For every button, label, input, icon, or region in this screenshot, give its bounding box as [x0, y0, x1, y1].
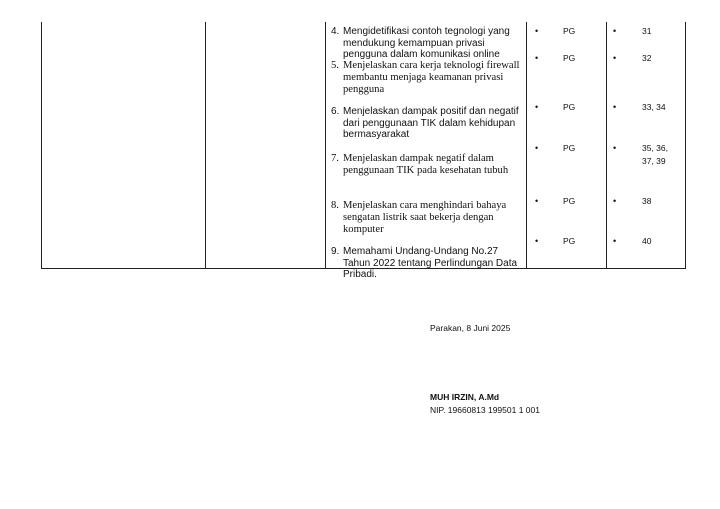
signatory-name: MUH IRZIN, A.Md — [430, 392, 500, 402]
column-divider — [205, 22, 206, 269]
signatory-nip: NIP. 19660813 199501 1 001 — [430, 405, 540, 415]
table-border-left — [41, 22, 42, 269]
column-divider — [606, 22, 607, 269]
question-number: 35, 36, 37, 39 — [642, 143, 668, 166]
objective-number: 9. — [331, 246, 340, 257]
bullet-icon: • — [613, 236, 617, 246]
bullet-icon: • — [535, 236, 539, 246]
question-form: PG — [563, 102, 576, 112]
question-form: PG — [563, 53, 576, 63]
objective-text: Mengidetifikasi contoh tegnologi yang mendukung kemampuan privasi pengguna dalam komunikasi online — [343, 26, 510, 61]
table-border-right — [685, 22, 686, 269]
objective-number: 7. — [331, 153, 339, 164]
bullet-icon: • — [613, 53, 617, 63]
objective-text: Menjelaskan dampak negatif dalam penggunaan TIK pada kesehatan tubuh — [343, 153, 509, 176]
question-form: PG — [563, 143, 576, 153]
bullet-icon: • — [535, 53, 539, 63]
objective-text: Menjelaskan cara kerja teknologi firewall membantu menjaga keamanan privasi pengguna — [343, 60, 520, 95]
bullet-icon: • — [613, 196, 617, 206]
column-divider — [526, 22, 527, 269]
objective-number: 5. — [331, 60, 339, 71]
question-number: 31 — [642, 26, 652, 36]
objective-text: Memahami Undang-Undang No.27 Tahun 2022 tentang Perlindungan Data Pribadi. — [343, 246, 518, 281]
question-number: 40 — [642, 236, 652, 246]
bullet-icon: • — [535, 26, 539, 36]
objective-number: 8. — [331, 200, 339, 211]
place-date: Parakan, 8 Juni 2025 — [430, 323, 511, 333]
objective-text: Menjelaskan dampak positif dan negatif dari penggunaan TIK dalam kehidupan bermasyarakat — [343, 106, 519, 141]
objective-number: 4. — [331, 26, 340, 37]
question-number: 33, 34 — [642, 102, 666, 112]
question-number: 38 — [642, 196, 652, 206]
objective-number: 6. — [331, 106, 340, 117]
question-form: PG — [563, 236, 576, 246]
objective-text: Menjelaskan cara menghindari bahaya sengatan listrik saat bekerja dengan komputer — [343, 200, 507, 235]
question-form: PG — [563, 26, 576, 36]
bullet-icon: • — [613, 143, 617, 153]
question-form: PG — [563, 196, 576, 206]
bullet-icon: • — [613, 102, 617, 112]
question-number: 32 — [642, 53, 652, 63]
column-divider — [325, 22, 326, 269]
bullet-icon: • — [613, 26, 617, 36]
bullet-icon: • — [535, 102, 539, 112]
bullet-icon: • — [535, 143, 539, 153]
bullet-icon: • — [535, 196, 539, 206]
